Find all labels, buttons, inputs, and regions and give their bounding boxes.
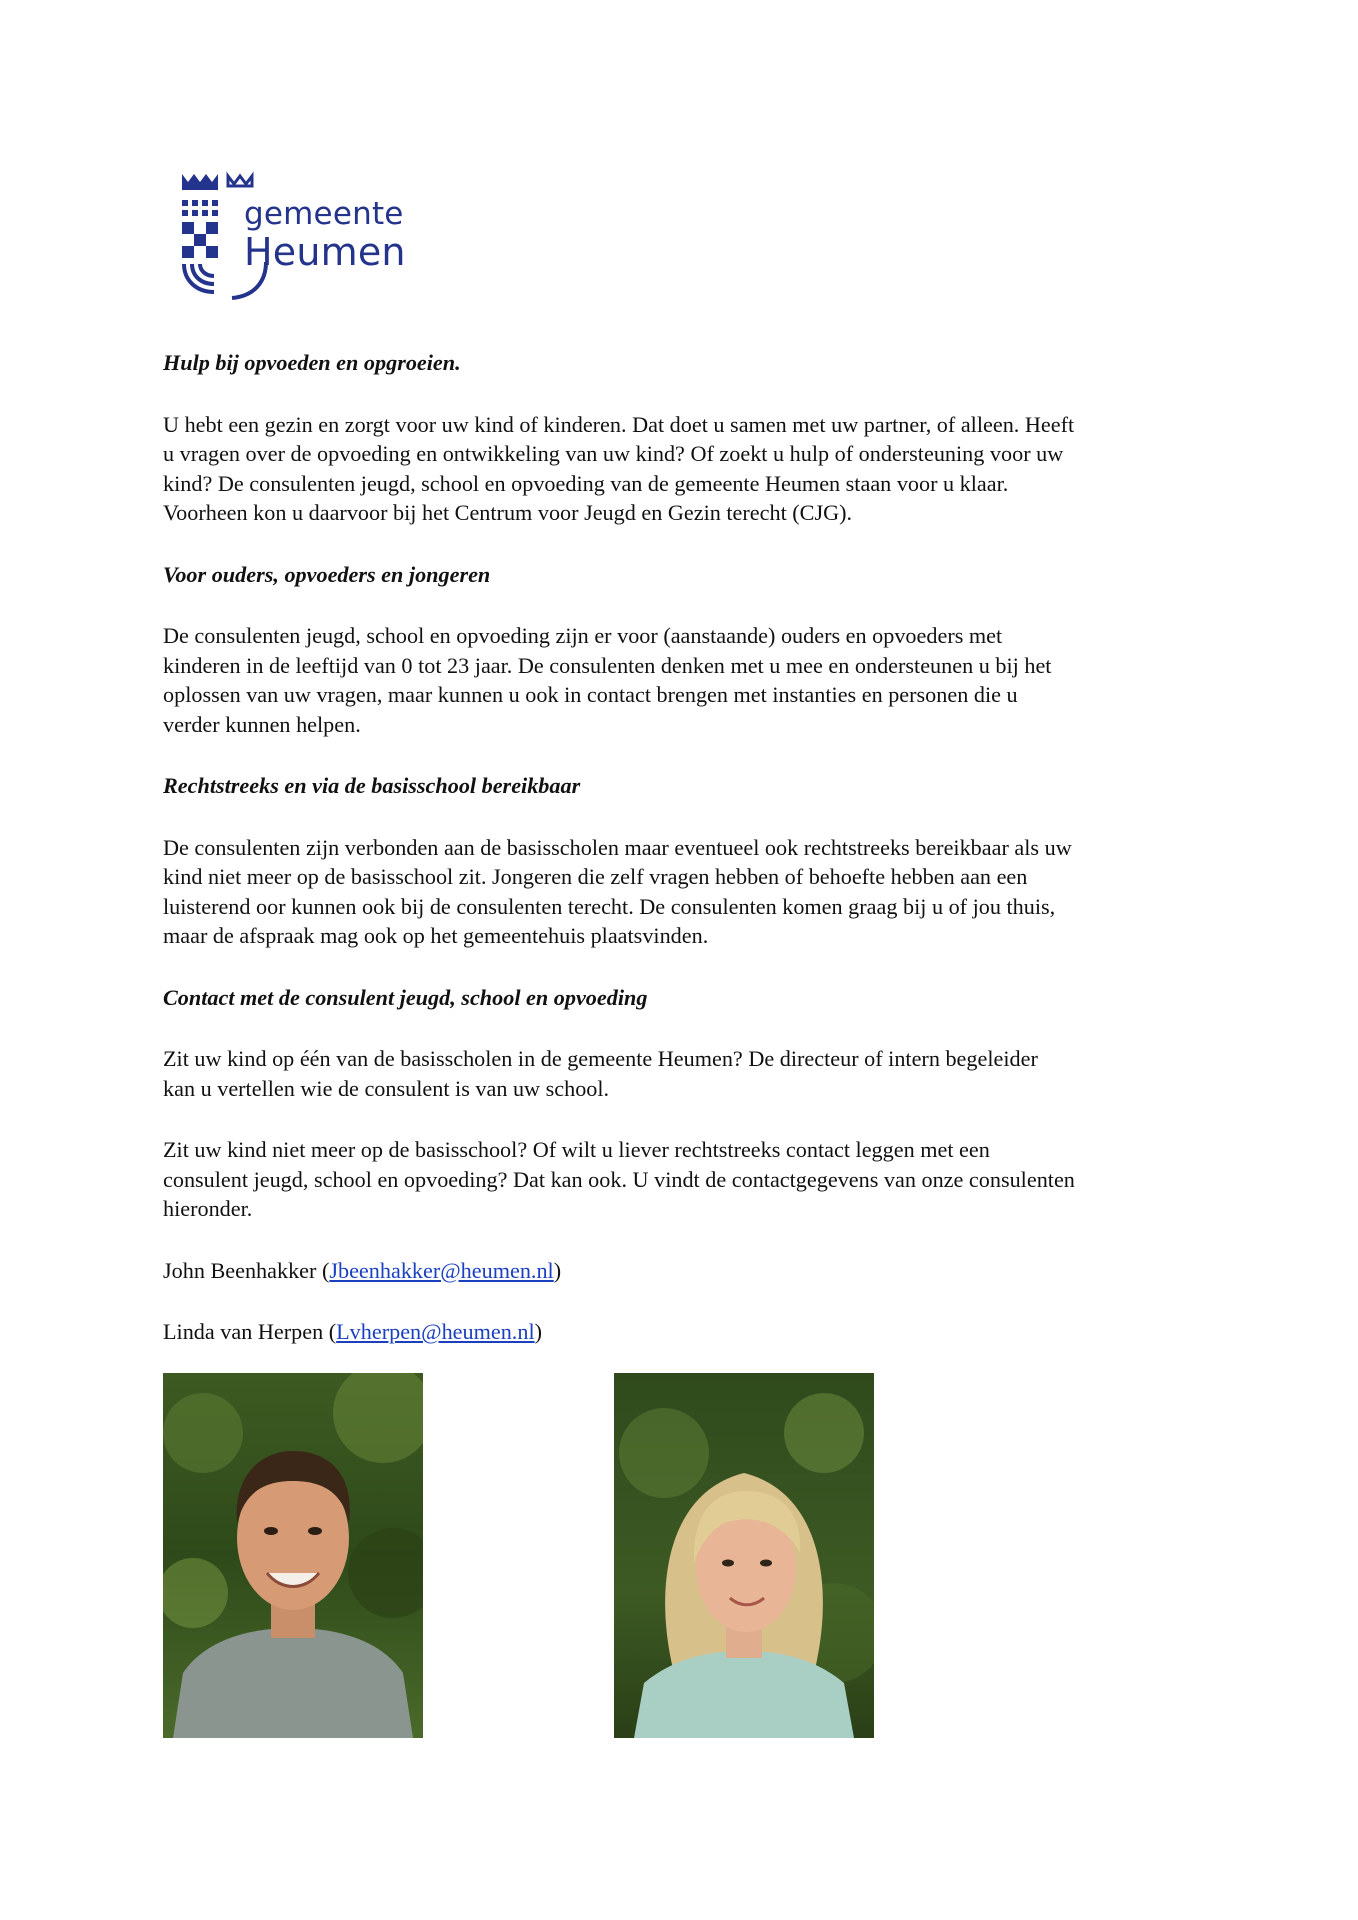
section-heading-contact: Contact met de consulent jeugd, school en opvoeding [163, 984, 648, 1010]
photo-john-beenhakker [163, 1373, 423, 1738]
section-line: kan u vertellen wie de consulent is van uw school. [163, 1075, 610, 1101]
document-body [163, 348, 1213, 1347]
contact-paragraph-1 [163, 1044, 1213, 1103]
section-ouders-paragraph [163, 621, 1213, 739]
contact-paragraph-2 [163, 1135, 1213, 1224]
document-title: Hulp bij opvoeden en opgroeien. [163, 350, 461, 375]
contact-name: Linda van Herpen [163, 1319, 324, 1344]
section-line: verder kunnen helpen. [163, 711, 361, 737]
gemeente-heumen-logo [178, 168, 438, 316]
section-line: consulent jeugd, school en opvoeding? Dat kan ook. U vindt de contactgegevens van onze consulenten [163, 1166, 1075, 1192]
section-line: De consulenten jeugd, school en opvoeding zijn er voor (aanstaande) ouders en opvoeders met [163, 623, 1003, 648]
contact-name: John Beenhakker [163, 1257, 317, 1283]
intro-paragraph [163, 410, 1213, 528]
section-line: Zit uw kind op één van de basisscholen in de gemeente Heumen? De directeur of intern begeleider [163, 1046, 1038, 1071]
logo-text-heumen: Heumen [244, 230, 406, 274]
portrait-woman-image [614, 1373, 874, 1738]
email-link-john[interactable]: Jbeenhakker@heumen.nl [329, 1257, 554, 1283]
section-heading-bereikbaar: Rechtstreeks en via de basisschool bereikbaar [163, 773, 581, 798]
photo-linda-van-herpen [614, 1373, 874, 1738]
email-link-linda[interactable]: Lvherpen@heumen.nl [336, 1319, 535, 1344]
contact-linda: Linda van Herpen (Lvherpen@heumen.nl) [163, 1319, 543, 1344]
portrait-man-image [163, 1373, 423, 1738]
section-line: luisterend oor kunnen ook bij de consulenten terecht. De consulenten komen graag bij u of jou thuis, [163, 893, 1056, 919]
intro-line: U hebt een gezin en zorgt voor uw kind of kinderen. Dat doet u samen met uw partner, of alleen. Heeft [163, 411, 1075, 437]
intro-line: Voorheen kon u daarvoor bij het Centrum voor Jeugd en Gezin terecht (CJG). [163, 500, 853, 525]
section-line: Zit uw kind niet meer op de basisschool? Of wilt u liever rechtstreeks contact leggen met een [163, 1137, 990, 1162]
section-line: maar de afspraak mag ook op het gemeentehuis plaatsvinden. [163, 923, 709, 948]
section-line: kind niet meer op de basisschool zit. Jongeren die zelf vragen hebben of behoefte hebben aan een [163, 864, 1028, 889]
intro-line: kind? De consulenten jeugd, school en opvoeding van de gemeente Heumen staan voor u klaar. [163, 470, 1009, 496]
logo-text-gemeente: gemeente [244, 196, 404, 232]
section-line: kinderen in de leeftijd van 0 tot 23 jaar. De consulenten denken met u mee en ondersteunen u bij het [163, 652, 1052, 678]
section-line: hieronder. [163, 1196, 253, 1221]
contact-john: John Beenhakker (Jbeenhakker@heumen.nl) [163, 1257, 562, 1283]
section-bereikbaar-paragraph [163, 833, 1213, 951]
section-heading-ouders: Voor ouders, opvoeders en jongeren [163, 561, 491, 587]
intro-line: u vragen over de opvoeding en ontwikkeling van uw kind? Of zoekt u hulp of ondersteuning voor uw [163, 441, 1064, 466]
section-line: De consulenten zijn verbonden aan de basisscholen maar eventueel ook rechtstreeks bereikbaar als uw [163, 834, 1072, 860]
section-line: oplossen van uw vragen, maar kunnen u ook in contact brengen met instanties en personen die u [163, 682, 1018, 707]
